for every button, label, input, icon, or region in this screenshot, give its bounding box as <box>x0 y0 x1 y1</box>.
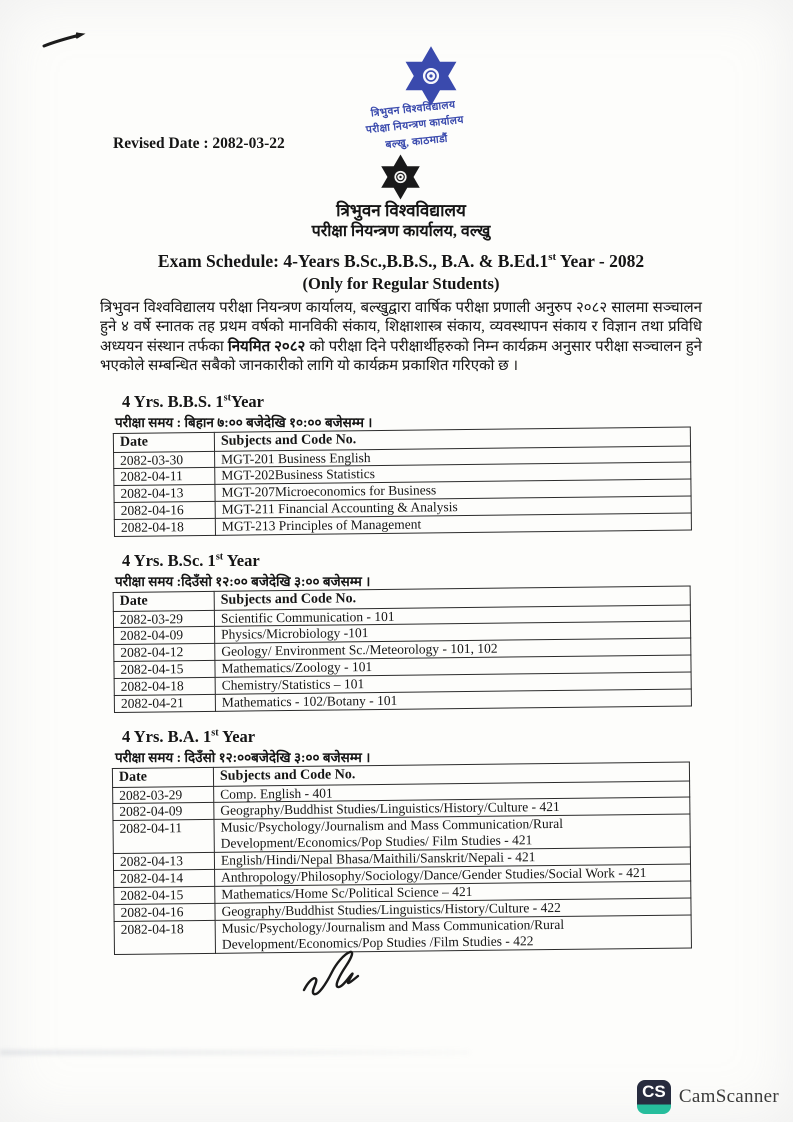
exam-schedule-title <box>100 251 702 272</box>
section-heading-text: 4 Yrs. B.Sc. 1 <box>122 550 216 570</box>
exam-subject-cell: Geography/Buddhist Studies/Linguistics/History/Culture - 422 <box>215 898 691 920</box>
stamp-line-1: त्रिभुवन विश्वविद्यालय <box>370 99 457 120</box>
exam-time-line: परीक्षा समय : बिहान ७:०० बजेदेखि १०:०० बजेसम्म । <box>115 414 373 430</box>
camscanner-label: CamScanner <box>678 1086 779 1107</box>
tu-stamp-text <box>328 93 502 159</box>
exam-subject-cell: Comp. English - 401 <box>214 780 690 802</box>
exam-subject-cell: MGT-202Business Statistics <box>215 462 691 484</box>
intro-text-after: को परीक्षा दिने परीक्षार्थीहरुको निम्न कार्यक्रम अनुसार परीक्षा सञ्चालन हुने भएकोले सम्बन्धित सबैको जानकारीको लागि यो कार्यक्रम प्रकाशित गरिएको छ । <box>100 338 702 375</box>
exam-date-cell: 2082-04-11 <box>113 819 214 853</box>
section-heading-text: 4 Yrs. B.B.S. 1 <box>122 391 224 411</box>
section-heading-text-post: Year <box>218 726 256 746</box>
section-heading-superscript: st <box>215 551 224 563</box>
exam-subject-cell: Mathematics - 102/Botany - 101 <box>215 689 691 711</box>
exam-date-cell: 2082-04-09 <box>113 802 214 820</box>
university-name-nepali: त्रिभुवन विश्वविद्यालय <box>336 201 466 220</box>
exam-date-cell: 2082-04-18 <box>114 920 215 954</box>
exam-subject-cell: MGT-211 Financial Accounting & Analysis <box>215 496 691 518</box>
section-heading <box>122 727 702 747</box>
section-heading-superscript: st <box>223 392 232 404</box>
column-header-date: Date <box>113 591 214 611</box>
exam-date-cell: 2082-04-13 <box>114 484 215 502</box>
camscanner-watermark <box>637 1080 779 1114</box>
office-name-nepali: परीक्षा नियन्त्रण कार्यालय, वल्खु <box>311 223 491 241</box>
section-heading-superscript: st <box>211 727 219 739</box>
exam-date-cell: 2082-03-30 <box>114 450 215 468</box>
exam-date-cell: 2082-04-13 <box>113 852 214 870</box>
column-header-subjects: Subjects and Code No. <box>214 426 690 450</box>
pen-mark-icon <box>42 30 86 52</box>
exam-date-cell: 2082-04-09 <box>114 626 215 644</box>
exam-date-cell: 2082-04-12 <box>114 643 215 661</box>
section-heading-text: 4 Yrs. B.A. 1 <box>122 726 212 746</box>
exam-section <box>100 392 702 537</box>
exam-subject-cell: Scientific Communication - 101 <box>214 604 690 626</box>
intro-text: त्रिभुवन विश्वविद्यालय परीक्षा नियन्त्रण कार्यालय, बल्खुद्वारा वार्षिक परीक्षा प्रणाली अनुरुप २०८२ सालमा सञ्चालन हुने ४ वर्षे स्नातक तह प्रथम वर्षको मानविकी संकाय, शिक्षाशास्त्र संकाय, व्यवस्थापन संकाय र विज्ञान तथा प्रविधि अध्ययन संस्थान तर्फका <box>100 299 702 355</box>
exam-row <box>114 915 691 954</box>
exam-table <box>113 426 692 537</box>
exam-subject-cell: Chemistry/Statistics – 101 <box>215 672 691 694</box>
intro-paragraph <box>100 299 702 377</box>
exam-date-cell: 2082-04-16 <box>114 903 215 921</box>
exam-subject-cell: Geography/Buddhist Studies/Linguistics/History/Culture - 421 <box>214 797 690 819</box>
exam-time-line: परीक्षा समय : दिउँसो १२:००बजेदेखि ३:०० बजेसम्म । <box>115 749 371 765</box>
exam-subject-cell: English/Hindi/Nepal Bhasa/Maithili/Sanskrit/Nepali - 421 <box>214 847 690 869</box>
exam-subject-cell: Music/Psychology/Journalism and Mass Communication/Rural Development/Economics/Pop Studies /Film Studies - 422 <box>215 915 691 953</box>
exam-section <box>100 727 702 955</box>
stamp-line-3: बल्खु, काठमाडौं <box>384 133 449 151</box>
exam-subject-cell: Anthropology/Philosophy/Sociology/Dance/Gender Studies/Social Work - 421 <box>215 864 691 886</box>
camscanner-logo-icon: CS <box>637 1080 671 1114</box>
column-header-date: Date <box>113 432 214 452</box>
section-heading-text-post: Year <box>223 550 260 570</box>
stamp-line-2: परीक्षा नियन्त्रण कार्यालय <box>365 115 465 137</box>
column-header-date: Date <box>112 767 213 787</box>
exam-date-cell: 2082-04-18 <box>114 518 215 536</box>
document-body <box>100 200 702 954</box>
exam-date-cell: 2082-04-21 <box>114 694 215 712</box>
exam-subject-cell: Mathematics/Zoology - 101 <box>215 655 691 677</box>
exam-date-cell: 2082-04-11 <box>114 467 215 485</box>
exam-subject-cell: Geology/ Environment Sc./Meteorology - 101, 102 <box>215 638 691 660</box>
revised-date: Revised Date : 2082-03-22 <box>113 135 285 152</box>
exam-schedule-subtitle: (Only for Regular Students) <box>302 273 500 293</box>
exam-table <box>112 761 692 954</box>
exam-date-cell: 2082-04-15 <box>114 886 215 904</box>
title-text: Exam Schedule: 4-Years B.Sc.,B.B.S., B.A. & B.Ed.1 <box>157 250 549 271</box>
title-text-post: Year - 2082 <box>556 250 645 271</box>
exam-section <box>100 551 702 713</box>
exam-subject-cell: Mathematics/Home Sc/Political Science – 421 <box>215 881 691 903</box>
exam-date-cell: 2082-04-14 <box>114 869 215 887</box>
column-header-subjects: Subjects and Code No. <box>214 586 690 610</box>
exam-date-cell: 2082-04-18 <box>114 677 215 695</box>
exam-date-cell: 2082-04-15 <box>114 660 215 678</box>
exam-subject-cell: Physics/Microbiology -101 <box>215 621 691 643</box>
section-heading <box>122 551 702 571</box>
scan-smudge <box>0 1050 470 1055</box>
exam-sections <box>100 392 702 955</box>
section-heading-text-post: Year <box>231 391 264 411</box>
column-header-subjects: Subjects and Code No. <box>213 762 689 786</box>
exam-date-cell: 2082-03-29 <box>113 786 214 804</box>
handwritten-signature <box>300 948 372 1006</box>
title-superscript: st <box>548 251 557 264</box>
exam-subject-cell: Music/Psychology/Journalism and Mass Communication/Rural Development/Economics/Pop Studies/ Film Studies - 421 <box>214 814 690 852</box>
tu-black-star-logo-icon <box>377 153 424 201</box>
intro-bold-text: नियमित २०८२ <box>227 338 306 355</box>
exam-subject-cell: MGT-201 Business English <box>215 445 691 467</box>
exam-subject-cell: MGT-207Microeconomics for Business <box>215 479 691 501</box>
exam-date-cell: 2082-03-29 <box>113 610 214 628</box>
section-heading <box>122 392 702 412</box>
exam-subject-cell: MGT-213 Principles of Management <box>215 513 691 535</box>
exam-time-line: परीक्षा समय :दिउँसो १२:०० बजेदेखि ३:०० बजेसम्म । <box>115 573 371 589</box>
exam-table <box>113 585 692 713</box>
exam-date-cell: 2082-04-16 <box>114 501 215 519</box>
